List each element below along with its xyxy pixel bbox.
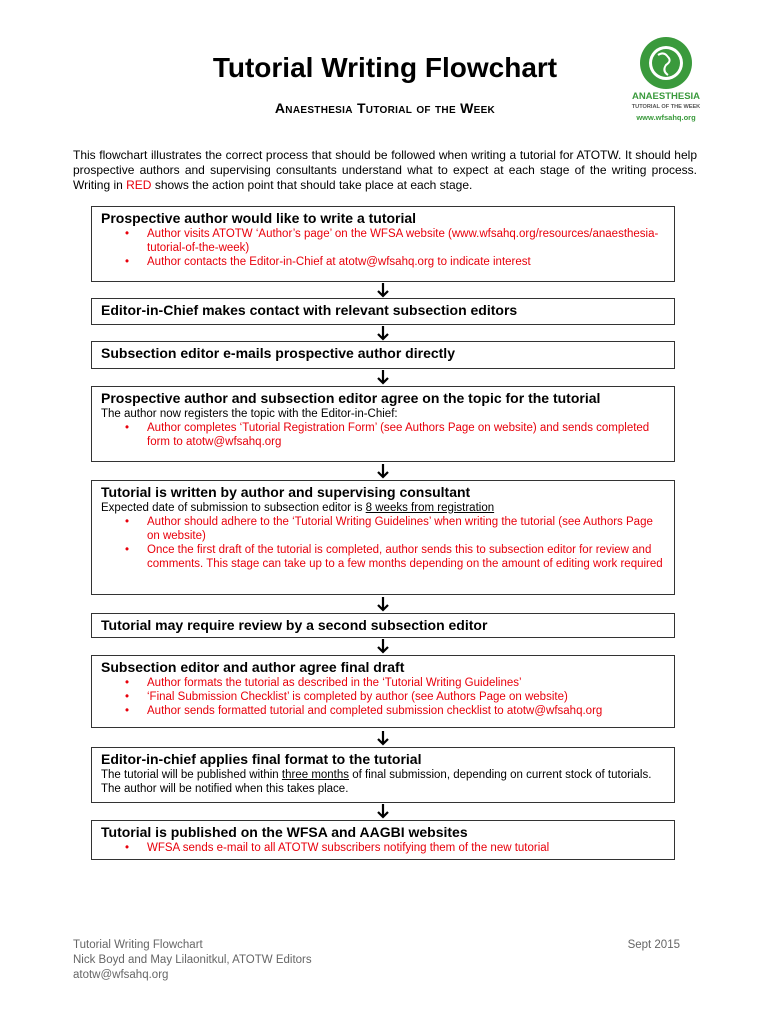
down-arrow-icon xyxy=(375,282,391,298)
footer-date: Sept 2015 xyxy=(627,939,680,951)
logo-url: www.wfsahq.org xyxy=(636,113,696,122)
action-item: • Author visits ATOTW ‘Author’s page’ on the WFSA website (www.wfsahq.org/resources/anaesthesia-tutorial-of-the-week) xyxy=(101,227,665,255)
step-note xyxy=(101,501,665,515)
down-arrow-icon xyxy=(375,325,391,341)
intro-red-word: RED xyxy=(126,178,152,192)
action-item: • Author contacts the Editor-in-Chief at atotw@wfsahq.org to indicate interest xyxy=(101,255,665,269)
deadline-text: three months xyxy=(281,769,350,781)
wfsa-logo xyxy=(620,33,712,125)
step-box xyxy=(91,747,675,803)
action-item: • WFSA sends e-mail to all ATOTW subscribers notifying them of the new tutorial xyxy=(101,841,665,855)
subtitle-text: Anaesthesia Tutorial of the Week xyxy=(274,100,496,116)
intro-text: This flowchart illustrates the correct process that should be followed when writing a tutorial for ATOTW. It should help prospective authors and supervising consultants understand what to expect at each stage of the writing process. Writing in xyxy=(73,148,697,192)
page-title: Tutorial Writing Flowchart xyxy=(212,52,558,83)
footer-authors: Nick Boyd and May Lilaonitkul, ATOTW Editors xyxy=(73,954,312,966)
step-box xyxy=(91,206,675,282)
intro-paragraph xyxy=(73,148,697,193)
note-text: The tutorial will be published within xyxy=(101,769,282,781)
logo-subtitle: TUTORIAL OF THE WEEK xyxy=(631,104,701,110)
step-heading: Prospective author would like to write a tutorial xyxy=(101,210,417,226)
down-arrow-icon xyxy=(375,463,391,479)
deadline-text: 8 weeks from registration xyxy=(365,502,495,514)
step-box xyxy=(91,341,675,369)
step-heading: Prospective author and subsection editor agree on the topic for the tutorial xyxy=(101,390,601,406)
down-arrow-icon xyxy=(375,730,391,746)
step-heading: Tutorial is written by author and supervising consultant xyxy=(101,484,471,500)
step-heading: Editor-in-Chief makes contact with relevant subsection editors xyxy=(101,302,518,318)
down-arrow-icon xyxy=(375,638,391,654)
step-heading: Editor-in-chief applies final format to the tutorial xyxy=(101,751,422,767)
footer-email: atotw@wfsahq.org xyxy=(73,969,169,981)
page-footer xyxy=(73,938,680,983)
action-item: • Author completes ‘Tutorial Registration Form’ (see Authors Page on website) and sends completed form to atotw@wfsahq.org xyxy=(101,421,665,449)
step-heading: Tutorial is published on the WFSA and AAGBI websites xyxy=(101,824,468,840)
footer-doc-title: Tutorial Writing Flowchart xyxy=(73,939,203,951)
action-item: • Author sends formatted tutorial and completed submission checklist to atotw@wfsahq.org xyxy=(101,704,665,718)
action-item: • Once the first draft of the tutorial is completed, author sends this to subsection editor for review and comments. This stage can take up to a few months depending on the amount of editing work required xyxy=(101,543,665,571)
step-box xyxy=(91,298,675,325)
step-box xyxy=(91,480,675,595)
step-box xyxy=(91,613,675,638)
action-item: • Author should adhere to the ‘Tutorial Writing Guidelines’ when writing the tutorial (see Authors Page on website) xyxy=(101,515,665,543)
step-box xyxy=(91,820,675,860)
down-arrow-icon xyxy=(375,803,391,819)
action-item: • ‘Final Submission Checklist’ is completed by author (see Authors Page on website) xyxy=(101,690,665,704)
logo-title: ANAESTHESIA xyxy=(631,91,701,102)
action-item: • Author formats the tutorial as described in the ‘Tutorial Writing Guidelines’ xyxy=(101,676,665,690)
step-note: The author now registers the topic with the Editor-in-Chief: xyxy=(101,408,398,420)
step-box xyxy=(91,655,675,728)
step-heading: Tutorial may require review by a second subsection editor xyxy=(101,617,488,633)
note-text: of final submission, depending on current stock of tutorials. The author will be notified when this takes place. xyxy=(101,769,652,795)
down-arrow-icon xyxy=(375,369,391,385)
down-arrow-icon xyxy=(375,596,391,612)
step-heading: Subsection editor and author agree final draft xyxy=(101,659,405,675)
step-heading: Subsection editor e-mails prospective author directly xyxy=(101,345,455,361)
intro-text-end: shows the action point that should take place at each stage. xyxy=(151,178,473,192)
step-box xyxy=(91,386,675,462)
step-note xyxy=(101,768,665,796)
note-text: Expected date of submission to subsection editor is xyxy=(101,502,366,514)
